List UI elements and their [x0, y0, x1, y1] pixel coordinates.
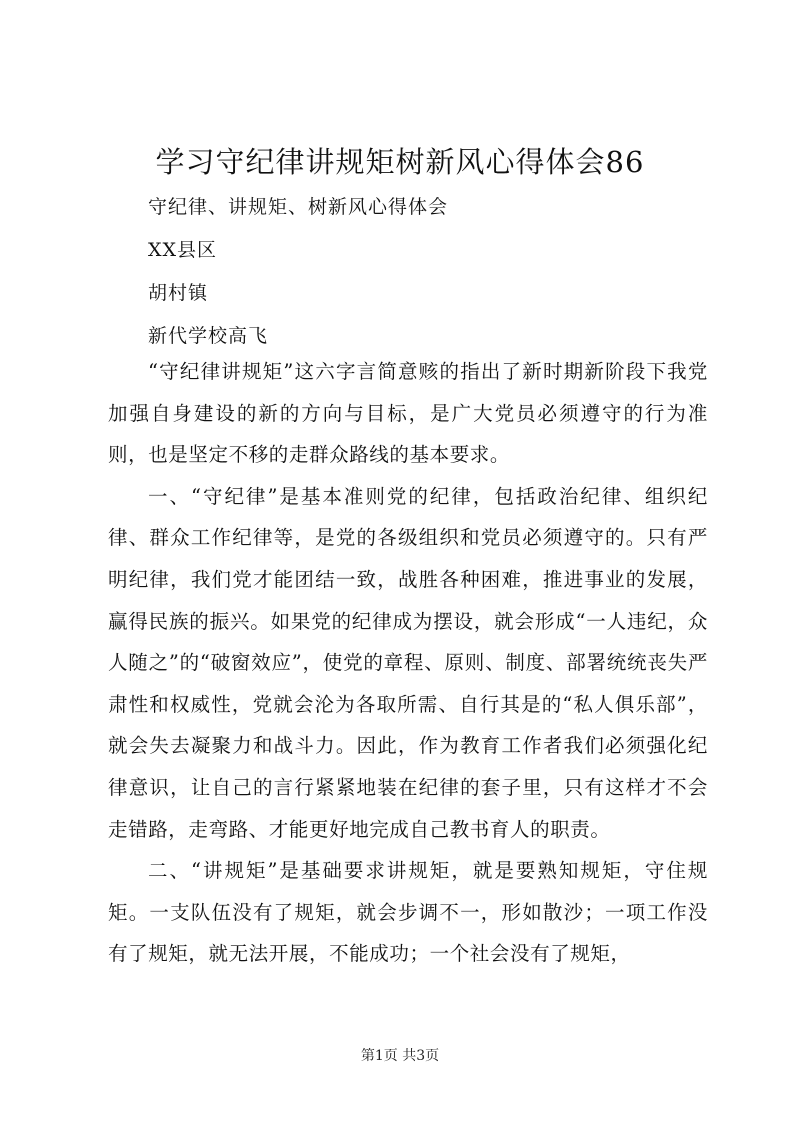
paragraph-intro: “守纪律讲规矩”这六字言简意赅的指出了新时期新阶段下我党加强自身建设的新的方向与目标，是广大党员必须遵守的行为准则，也是坚定不移的走群众路线的基本要求。: [108, 360, 708, 467]
document-county: XX县区: [148, 239, 218, 261]
document-body: [108, 351, 708, 975]
document-subtitle: 守纪律、讲规矩、树新风心得体会: [148, 196, 449, 218]
document-author: 新代学校高飞: [148, 325, 269, 347]
document-title: 学习守纪律讲规矩树新风心得体会86: [155, 145, 645, 179]
document-town: 胡村镇: [148, 282, 209, 304]
page-footer: 第1页 共3页: [360, 1048, 440, 1064]
paragraph-rules: 二、“讲规矩”是基础要求讲规矩，就是要熟知规矩，守住规矩。一支队伍没有了规矩，就会步调不一，形如散沙；一项工作没有了规矩，就无法开展，不能成功；一个社会没有了规矩，: [108, 859, 708, 966]
paragraph-discipline: 一、“守纪律”是基本准则党的纪律，包括政治纪律、组织纪律、群众工作纪律等，是党的各级组织和党员必须遵守的。只有严明纪律，我们党才能团结一致，战胜各种困难，推进事业的发展，赢得民族的振兴。如果党的纪律成为摆设，就会形成“一人违纪，众人随之”的“破窗效应”，使党的章程、原则、制度、部署统统丧失严肃性和权威性，党就会沦为各取所需、自行其是的“私人俱乐部”，就会失去凝聚力和战斗力。因此，作为教育工作者我们必须强化纪律意识，让自己的言行紧紧地装在纪律的套子里，只有这样才不会走错路，走弯路、才能更好地完成自己教书育人的职责。: [108, 484, 708, 841]
